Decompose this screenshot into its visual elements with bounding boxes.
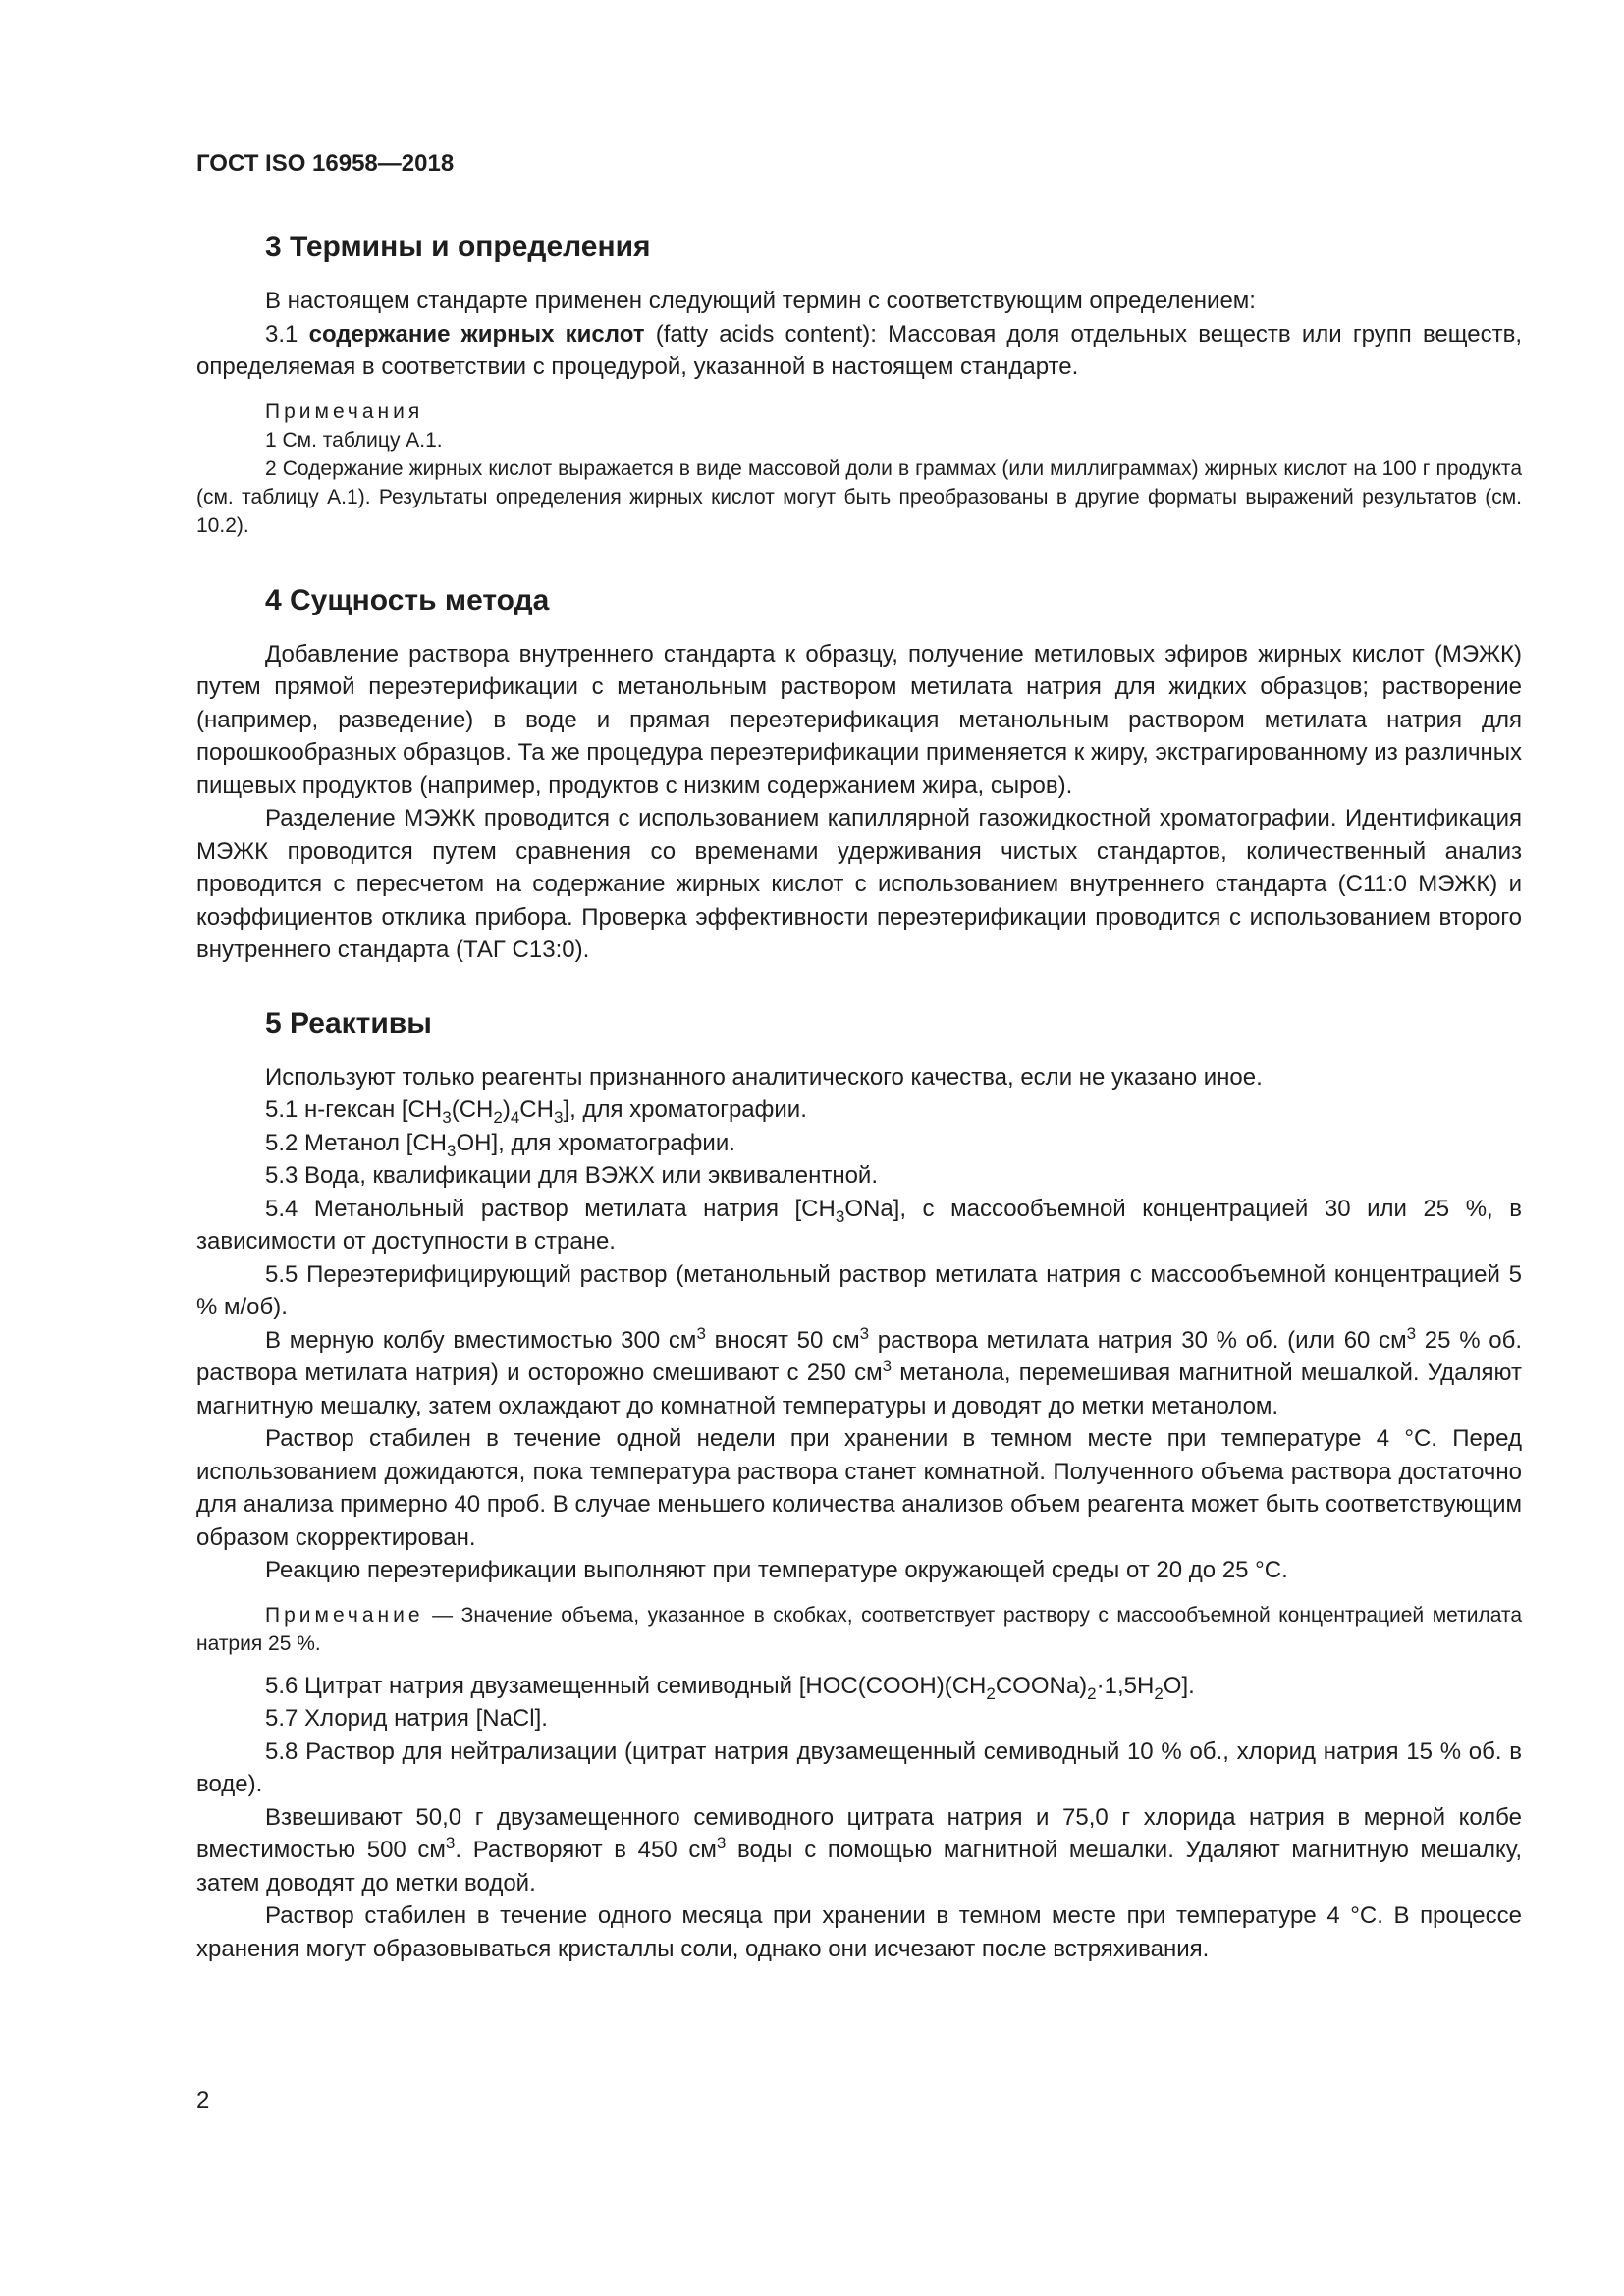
text-run: Добавление раствора внутреннего стандарта к образцу, получение метиловых эфиров жирных кислот (МЭЖК) путем прямой переэтерификации с метанольным раствором метилата натрия для жидких образцов; растворение (например, разведение) в воде и прямая переэтерификация метанольным раствором метилата натрия для порошкообразных образцов. Та же процедура переэтерификации применяется к жиру, экстрагированному из различных пищевых продуктов (например, продуктов с низким содержанием жира, сыров). xyxy=(196,640,1522,799)
superscript: 3 xyxy=(696,1323,706,1343)
paragraph xyxy=(196,1159,1522,1193)
text-run: ONa], с массообъемной концентрацией 30 или 25 %, в зависимости от доступности в стране. xyxy=(196,1195,1523,1255)
text-run: 3 Термины и определения xyxy=(265,231,651,263)
text-run: 4 Сущность метода xyxy=(265,583,550,616)
note-paragraph xyxy=(196,454,1522,540)
superscript: 3 xyxy=(716,1834,727,1852)
subscript: 3 xyxy=(447,1141,457,1160)
paragraph xyxy=(196,1554,1522,1587)
paragraph xyxy=(196,1670,1522,1703)
term: содержание жирных кислот xyxy=(308,320,645,347)
subscript: 3 xyxy=(442,1107,452,1127)
text-run: ) xyxy=(502,1096,511,1123)
subscript: 3 xyxy=(553,1107,564,1127)
paragraph xyxy=(196,285,1522,318)
subscript: 3 xyxy=(835,1206,845,1226)
text-run: Раствор стабилен в течение одного месяца при хранении в темном месте при температуре 4 °С. В процессе хранения могут образовываться кристаллы соли, однако они исчезают после встряхивания. xyxy=(196,1902,1522,1962)
text-run: метанола, перемешивая магнитной мешалкой. Удаляют магнитную мешалку, затем охлаждают до комнатной температуры и доводят до метки метанолом. xyxy=(196,1360,1522,1419)
text-run: раствора метилата натрия 30 % об. (или 60 см xyxy=(869,1326,1407,1354)
subscript: 2 xyxy=(986,1683,996,1703)
superscript: 3 xyxy=(445,1834,456,1852)
paragraph xyxy=(196,1094,1522,1127)
document-page xyxy=(196,147,1522,1965)
paragraph xyxy=(196,1801,1522,1900)
superscript: 3 xyxy=(859,1323,870,1343)
subscript: 2 xyxy=(1154,1683,1164,1703)
text-run: В настоящем стандарте применен следующий термин с соответствующим определением: xyxy=(265,288,1256,314)
text-run: 5.2 Метанол [CH xyxy=(265,1129,447,1156)
note-paragraph xyxy=(196,398,1522,426)
paragraph xyxy=(196,1061,1522,1095)
text-run: 5.1 н-гексан [CH xyxy=(265,1096,443,1123)
text-run: OH], для хроматографии. xyxy=(456,1129,735,1156)
text-run: 1 См. таблицу А.1. xyxy=(265,428,443,452)
paragraph xyxy=(196,802,1522,967)
text-run: 5.8 Раствор для нейтрализации (цитрат натрия двузамещенный семиводный 10 % об., хлорид натрия 15 % об. в воде). xyxy=(196,1737,1522,1797)
text-run: вносят 50 см xyxy=(705,1326,860,1354)
text-run: В мерную колбу вместимостью 300 см xyxy=(265,1326,697,1354)
paragraph xyxy=(196,1899,1522,1965)
text-run: Разделение МЭЖК проводится с использованием капиллярной газожидкостной хроматографии. Идентификация МЭЖК проводится путем сравнения со временами удерживания чистых стандартов, количественный анализ проводится с пересчетом на содержание жирных кислот с использованием внутреннего стандарта (С11:0 МЭЖК) и коэффициентов отклика прибора. Проверка эффективности переэтерификации проводится с использованием второго внутреннего стандарта (ТАГ С13:0). xyxy=(196,805,1522,963)
text-run: 2 Содержание жирных кислот выражается в виде массовой доли в граммах (или миллиграммах) жирных кислот на 100 г продукта (см. таблицу А.1). Результаты определения жирных кислот могут быть преобразованы в другие форматы выражений результатов (см. 10.2). xyxy=(196,456,1522,537)
paragraph xyxy=(196,318,1522,384)
text-run: . Растворяют в 450 см xyxy=(455,1837,717,1863)
text-run: CH xyxy=(519,1096,554,1123)
paragraph xyxy=(196,1422,1522,1554)
text-run: 5.5 Переэтерифицирующий раствор (метанольный раствор метилата натрия с массообъемной концентрацией 5 % м/об). xyxy=(196,1260,1522,1320)
subscript: 2 xyxy=(493,1107,503,1127)
text-run: ], для хроматографии. xyxy=(563,1096,807,1123)
section-heading xyxy=(265,581,1522,620)
text-run: COONa) xyxy=(995,1672,1088,1699)
paragraph xyxy=(196,1702,1522,1735)
text-run: 5.6 Цитрат натрия двузамещенный семиводный [HOC(COOH)(CH xyxy=(265,1672,987,1699)
section-heading xyxy=(265,228,1522,267)
text-run: O]. xyxy=(1163,1672,1195,1699)
document-header: ГОСТ ISO 16958—2018 xyxy=(196,150,455,177)
document-body xyxy=(196,228,1522,1965)
superscript: 3 xyxy=(882,1357,893,1375)
text-run: 25 % об. раствора метилата натрия) и осторожно смешивают с 250 см xyxy=(196,1326,1523,1386)
text-run: — Значение объема, указанное в скобках, соответствует раствору с массообъемной концентрацией метилата натрия 25 %. xyxy=(196,1603,1522,1655)
text-run: (fatty acids content): Массовая доля отдельных веществ или групп веществ, определяемая в соответствии с процедурой, указанной в настоящем стандарте. xyxy=(196,320,1523,380)
text-run: 3.1 xyxy=(265,320,309,347)
paragraph xyxy=(196,1735,1522,1801)
text-run: 5.4 Метанольный раствор метилата натрия [CH xyxy=(265,1195,836,1222)
text-run: ·1,5H xyxy=(1096,1672,1155,1699)
paragraph xyxy=(196,1127,1522,1160)
text-run: Раствор стабилен в течение одной недели при хранении в темном месте при температуре 4 °С. Перед использованием дожидаются, пока температура раствора станет комнатной. Полученного объема раствора достаточно для анализа примерно 40 проб. В случае меньшего количества анализов объем реагента может быть соответствующим образом скорректирован. xyxy=(196,1425,1522,1551)
paragraph xyxy=(196,1193,1522,1258)
text-run: Реакцию переэтерификации выполняют при температуре окружающей среды от 20 до 25 °С. xyxy=(265,1557,1288,1583)
paragraph xyxy=(196,1324,1522,1423)
note-paragraph xyxy=(196,1601,1522,1658)
paragraph xyxy=(196,1258,1522,1324)
subscript: 4 xyxy=(510,1107,520,1127)
paragraph xyxy=(196,638,1522,803)
text-run: Используют только реагенты признанного аналитического качества, если не указано иное. xyxy=(265,1063,1263,1091)
note-label: Примечания xyxy=(265,400,424,423)
text-run: 5.3 Вода, квалификации для ВЭЖХ или эквивалентной. xyxy=(265,1162,878,1189)
subscript: 2 xyxy=(1087,1683,1097,1703)
text-run: Взвешивают 50,0 г двузамещенного семиводного цитрата натрия и 75,0 г хлорида натрия в мерной колбе вместимостью 500 см xyxy=(196,1803,1522,1863)
section-heading xyxy=(265,1004,1522,1043)
note-paragraph xyxy=(196,426,1522,454)
text-run: 5 Реактивы xyxy=(265,1006,432,1040)
text-run: 5.7 Хлорид натрия [NaCl]. xyxy=(265,1705,548,1732)
page-number: 2 xyxy=(196,2087,210,2113)
text-run: воды с помощью магнитной мешалки. Удаляют магнитную мешалку, затем доводят до метки водой. xyxy=(196,1837,1523,1896)
superscript: 3 xyxy=(1406,1323,1417,1343)
note-label: Примечание xyxy=(265,1603,424,1627)
text-run: (CH xyxy=(451,1096,494,1123)
